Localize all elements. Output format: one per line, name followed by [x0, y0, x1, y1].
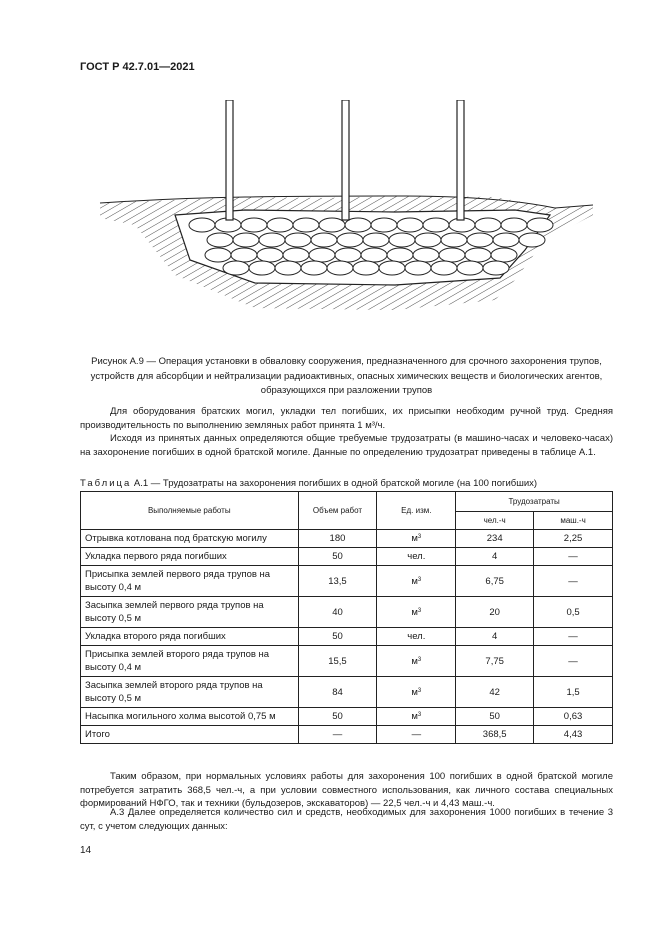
body-shape: [379, 261, 405, 275]
body-shape: [483, 261, 509, 275]
table-row: [81, 708, 613, 726]
cell-volume: 40: [298, 597, 377, 628]
paragraph-4: А.3 Далее определяется количество сил и средств, необходимых для захоронения 1000 погибших в течение 3 сут, с учетом следующих данных:: [80, 807, 613, 832]
body-shape: [439, 248, 465, 262]
document-code: ГОСТ Р 42.7.01—2021: [80, 61, 195, 73]
body-shape: [249, 261, 275, 275]
unit-superscript: 3: [417, 534, 422, 540]
cell-work: Укладка первого ряда погибших: [81, 548, 299, 566]
burial-trench-figure: [95, 100, 595, 340]
table-row: [81, 548, 613, 566]
paragraph-1: Для оборудования братских могил, укладки тел погибших, их присыпки необходим ручной труд. Средняя производительность по выполнению земляных работ принята 1 м³/ч.: [80, 406, 613, 431]
table-row: [81, 646, 613, 677]
cell-machine-hours: —: [534, 566, 613, 597]
cell-work: Насыпка могильного холма высотой 0,75 м: [81, 708, 299, 726]
cell-volume: 180: [298, 530, 377, 548]
cell-machine-hours: 1,5: [534, 677, 613, 708]
body-shape: [335, 248, 361, 262]
cell-unit: $м^3$: [377, 646, 456, 677]
page-number: 14: [80, 845, 92, 856]
cell-machine-hours: —: [534, 548, 613, 566]
body-shape: [275, 261, 301, 275]
body-shape: [423, 218, 449, 232]
table-row: [81, 566, 613, 597]
table-row: [81, 628, 613, 646]
header-unit: Ед. изм.: [377, 492, 456, 530]
cell-volume: —: [298, 726, 377, 744]
body-shape: [371, 218, 397, 232]
unit-superscript: 3: [417, 576, 422, 583]
body-shape: [257, 248, 283, 262]
body-shape: [283, 248, 309, 262]
cell-machine-hours: —: [534, 628, 613, 646]
cell-work: Укладка второго ряда погибших: [81, 628, 299, 646]
body-shape: [527, 218, 553, 232]
body-shape: [431, 261, 457, 275]
cell-volume: 50: [298, 548, 377, 566]
cell-work: Засыпка землей второго ряда трупов на высоту 0,5 м: [81, 677, 299, 708]
cell-work: Присыпка землей первого ряда трупов на высоту 0,4 м: [81, 566, 299, 597]
cell-person-hours: 4: [456, 548, 534, 566]
labor-table: [80, 491, 613, 744]
body-shape: [467, 233, 493, 247]
cell-volume: 13,5: [298, 566, 377, 597]
table-caption: [80, 478, 537, 489]
body-shape: [363, 233, 389, 247]
body-shape: [519, 233, 545, 247]
cell-machine-hours: 0,5: [534, 597, 613, 628]
body-shape: [361, 248, 387, 262]
table-row: [81, 597, 613, 628]
body-shape: [319, 218, 345, 232]
table-caption-text: А.1 — Трудозатраты на захоронения погибших в одной братской могиле (на 100 погибших): [131, 478, 538, 489]
cell-unit: —: [377, 726, 456, 744]
header-volume: Объем работ: [298, 492, 377, 530]
paragraph-3: Таким образом, при нормальных условиях работы для захоронения 100 погибших в одной братской могиле потребуется затратить 368,5 чел.-ч, а при условии совместного использования, как личного состава специальных формирований НФГО, так и техники (бульдозеров, экскаваторов) — 22,5 чел.-ч и 4,43 маш.-ч.: [80, 771, 613, 809]
header-person-hours: чел.-ч: [456, 512, 534, 530]
body-shape: [293, 218, 319, 232]
body-shape: [241, 218, 267, 232]
header-labor: Трудозатраты: [456, 492, 613, 512]
body-shape: [493, 233, 519, 247]
cell-unit: чел.: [377, 628, 456, 646]
cell-person-hours: 42: [456, 677, 534, 708]
table-caption-label: Таблица: [80, 478, 132, 489]
unit-superscript: 3: [417, 712, 422, 718]
cell-person-hours: 234: [456, 530, 534, 548]
body-shape: [267, 218, 293, 232]
cell-machine-hours: 2,25: [534, 530, 613, 548]
unit-superscript: 3: [417, 687, 422, 694]
body-shape: [405, 261, 431, 275]
cell-machine-hours: 4,43: [534, 726, 613, 744]
body-shape: [501, 218, 527, 232]
body-shape: [337, 233, 363, 247]
body-shape: [457, 261, 483, 275]
cell-person-hours: 6,75: [456, 566, 534, 597]
figure-caption: Рисунок А.9 — Операция установки в обваловку сооружения, предназначенного для срочного захоронения трупов, устройств для абсорбции и нейтрализации радиоактивных, опасных химических веществ и биологических агентов, образующихся при разложении трупов: [90, 356, 603, 396]
cell-unit: $м^3$: [377, 597, 456, 628]
body-shape: [389, 233, 415, 247]
cell-unit: $м^3$: [377, 708, 456, 726]
body-shape: [465, 248, 491, 262]
unit-superscript: 3: [417, 607, 422, 614]
cell-unit: $м^3$: [377, 530, 456, 548]
cell-volume: 50: [298, 628, 377, 646]
cell-person-hours: 20: [456, 597, 534, 628]
cell-unit: $м^3$: [377, 566, 456, 597]
cell-person-hours: 368,5: [456, 726, 534, 744]
body-shape: [259, 233, 285, 247]
body-shape: [353, 261, 379, 275]
body-shape: [205, 248, 231, 262]
cell-unit: чел.: [377, 548, 456, 566]
cell-person-hours: 50: [456, 708, 534, 726]
body-shape: [301, 261, 327, 275]
cell-unit: $м^3$: [377, 677, 456, 708]
body-shape: [397, 218, 423, 232]
cell-volume: 84: [298, 677, 377, 708]
body-shape: [475, 218, 501, 232]
cell-work: Присыпка землей второго ряда трупов на высоту 0,4 м: [81, 646, 299, 677]
body-shape: [491, 248, 517, 262]
body-shape: [327, 261, 353, 275]
body-shape: [223, 261, 249, 275]
body-shape: [285, 233, 311, 247]
body-shape: [413, 248, 439, 262]
body-shape: [233, 233, 259, 247]
body-shape: [387, 248, 413, 262]
cell-volume: 15,5: [298, 646, 377, 677]
cell-person-hours: 7,75: [456, 646, 534, 677]
cell-work: Итого: [81, 726, 299, 744]
body-shape: [309, 248, 335, 262]
header-work: Выполняемые работы: [81, 492, 299, 530]
body-shape: [311, 233, 337, 247]
unit-superscript: 3: [417, 656, 422, 663]
cell-work: Засыпка землей первого ряда трупов на высоту 0,5 м: [81, 597, 299, 628]
body-shape: [189, 218, 215, 232]
body-shape: [415, 233, 441, 247]
body-shape: [207, 233, 233, 247]
cell-machine-hours: —: [534, 646, 613, 677]
header-machine-hours: маш.-ч: [534, 512, 613, 530]
table-row: [81, 677, 613, 708]
cell-volume: 50: [298, 708, 377, 726]
cell-work: Отрывка котлована под братскую могилу: [81, 530, 299, 548]
body-shape: [231, 248, 257, 262]
body-shape: [441, 233, 467, 247]
table-row: [81, 530, 613, 548]
cell-person-hours: 4: [456, 628, 534, 646]
cell-machine-hours: 0,63: [534, 708, 613, 726]
paragraph-2: Исходя из принятых данных определяются общие требуемые трудозатраты (в машино-часах и человеко-часах) на захоронение погибших в одной братской могиле. Данные по определению трудозатрат приведены в таблице А.1.: [80, 433, 613, 458]
table-row: [81, 726, 613, 744]
